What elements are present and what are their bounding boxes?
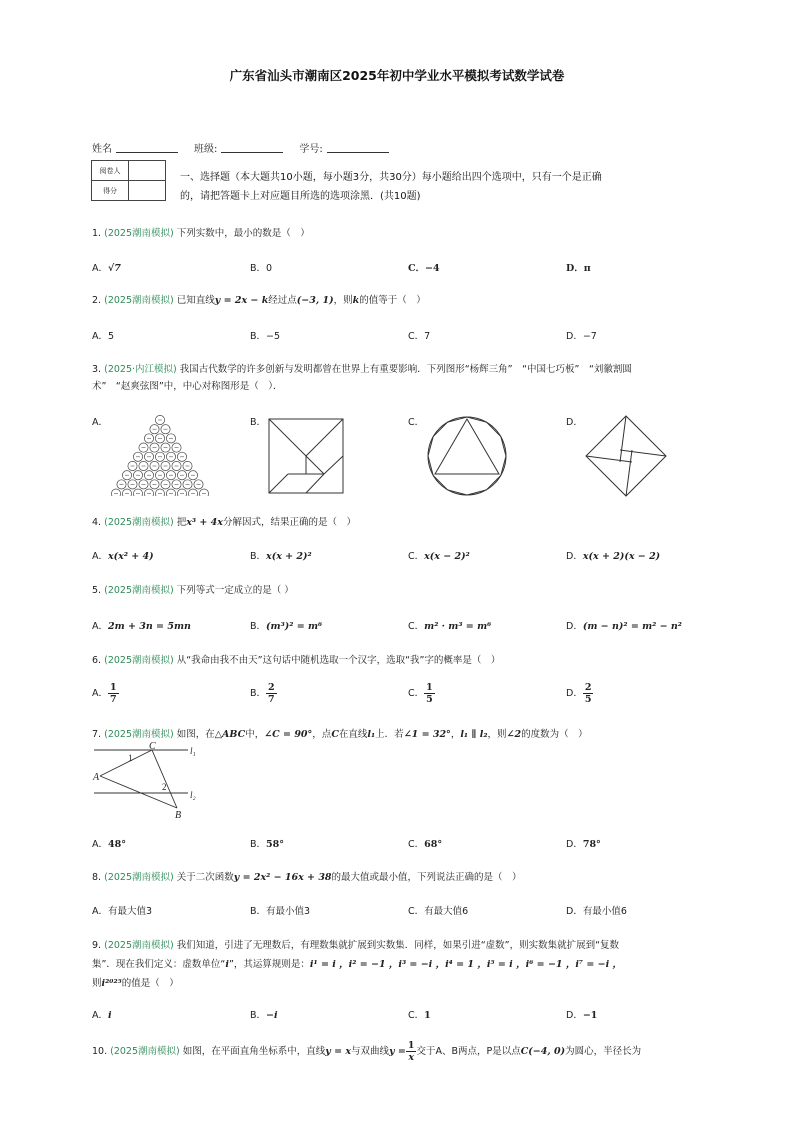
option-c[interactable]: C． — [408, 417, 425, 428]
option-c[interactable]: C．有最大值6 — [408, 906, 469, 917]
option-b[interactable]: B．58° — [250, 839, 285, 850]
option-a[interactable]: A． $\frac{1}{7}$ — [92, 682, 117, 705]
class-field[interactable] — [221, 140, 283, 153]
score-box — [91, 160, 166, 201]
option-c[interactable]: C．68° — [408, 839, 443, 850]
label-a: A — [93, 772, 100, 783]
option-c[interactable]: C．x(x − 2)² — [408, 551, 470, 562]
question-1: 1. (2025潮南模拟) 下列实数中，最小的数是（ ） — [92, 228, 310, 239]
option-d[interactable]: D．−1 — [566, 1010, 598, 1021]
option-d[interactable]: D．(m − n)² = m² − n² — [566, 621, 682, 632]
name-label: 姓名 — [92, 144, 112, 155]
page-title: 广东省汕头市潮南区2025年初中学业水平模拟考试数学试卷 — [229, 68, 565, 83]
id-label: 学号: — [299, 144, 323, 155]
question-7: 7. (2025潮南模拟) 如图，在△ABC中，∠C = 90°，点C在直线l₁上．若∠1 = 32°，l₁ ∥ l₂，则∠2的度数为（ ） — [92, 729, 588, 740]
triangle-parallel-lines-figure — [92, 740, 212, 820]
option-c[interactable]: C．m² · m³ = m⁶ — [408, 621, 492, 632]
class-label: 班级: — [194, 144, 218, 155]
yanghui-cell — [133, 489, 142, 496]
option-a[interactable]: A．√7 — [92, 263, 121, 274]
option-d[interactable]: D． — [566, 417, 583, 428]
option-c[interactable]: C． $\frac{1}{5}$ — [408, 682, 433, 705]
question-9: 9. (2025潮南模拟) 我们知道，引进了无理数后，有理数集就扩展到实数集．同样，如果引进“虚数”，则实数集就扩展到“复数 集”．现在我们定义：虚数单位“i”，其运算规则是：i¹ = i ，i² = −1 ，i³ = −i ，i⁴ = 1 ，i⁵ = i ，i⁶ = −1 ，i⁷ = −i ， 则i²⁰²⁵的值是（ ） — [92, 940, 623, 989]
yanghui-cell — [199, 489, 208, 496]
question-6: 6. (2025潮南模拟) 从“我命由我不由天”这句话中随机选取一个汉字，选取“我”字的概率是（ ） — [92, 655, 501, 666]
yanghui-cell — [166, 489, 175, 496]
option-b[interactable]: B．有最小值3 — [250, 906, 311, 917]
label-c: C — [149, 741, 156, 752]
option-b[interactable]: B．x(x + 2)² — [250, 551, 312, 562]
question-4: 4. (2025潮南模拟) 把x³ + 4x分解因式，结果正确的是（ ） — [92, 517, 356, 528]
name-field[interactable] — [116, 140, 178, 153]
question-3: 3. (2025·内江模拟) 我国古代数学的许多创新与发明都曾在世界上有重要影响．下列图形“杨辉三角” “中国七巧板” “刘徽割圆 术” “赵爽弦图”中，中心对称图形是（ ）． — [92, 364, 632, 392]
yanghui-cell — [188, 489, 197, 496]
grader-label: 阅卷人 — [92, 161, 129, 181]
option-a[interactable]: A．48° — [92, 839, 126, 850]
option-d[interactable]: D．x(x + 2)(x − 2) — [566, 551, 661, 562]
label-2: 2 — [162, 782, 167, 792]
student-info — [92, 140, 405, 155]
question-5: 5. (2025潮南模拟) 下列等式一定成立的是（ ） — [92, 585, 294, 596]
option-c[interactable]: C．7 — [408, 331, 431, 342]
liuhui-circle-figure — [425, 414, 509, 498]
option-d[interactable]: D．−7 — [566, 331, 597, 342]
option-a[interactable]: A．5 — [92, 331, 115, 342]
option-a[interactable]: A． — [92, 417, 108, 428]
yanghui-cell — [144, 489, 153, 496]
yanghui-cell — [155, 489, 164, 496]
option-d[interactable]: D．有最小值6 — [566, 906, 627, 917]
option-d[interactable]: D．π — [566, 263, 591, 274]
option-c[interactable]: C．−4 — [408, 263, 440, 274]
yanghui-cell — [111, 489, 120, 496]
label-l1: l₁ — [190, 746, 196, 756]
yanghui-cell — [122, 489, 131, 496]
option-b[interactable]: B．(m³)² = m⁶ — [250, 621, 323, 632]
tangram-figure — [268, 418, 344, 494]
option-b[interactable]: B． — [250, 417, 267, 428]
id-field[interactable] — [327, 140, 389, 153]
option-a[interactable]: A．有最大值3 — [92, 906, 153, 917]
zhaoshuang-figure — [584, 414, 668, 498]
source-tag: (2025潮南模拟) — [104, 228, 174, 239]
question-10: 10. (2025潮南模拟) 如图，在平面直角坐标系中，直线y = x与双曲线y = $\frac{1}{x}$ 交于A、B两点，P是以点C(−4, 0)为圆心，半径长为 — [92, 1040, 642, 1063]
option-b[interactable]: B． $\frac{2}{7}$ — [250, 682, 275, 705]
score-label: 得分 — [92, 181, 129, 201]
option-b[interactable]: B．−i — [250, 1010, 278, 1021]
option-a[interactable]: A．i — [92, 1010, 112, 1021]
label-l2: l₂ — [190, 790, 196, 800]
option-c[interactable]: C．1 — [408, 1010, 431, 1021]
option-d[interactable]: D． $\frac{2}{5}$ — [566, 682, 592, 705]
section-heading: 一、选择题（本大题共10小题，每小题3分，共30分）每小题给出四个选项中，只有一个是正确 的，请把答题卡上对应题目所选的选项涂黑．(共10题) — [180, 172, 602, 202]
label-b: B — [175, 810, 182, 820]
option-b[interactable]: B．0 — [250, 263, 273, 274]
question-8: 8. (2025潮南模拟) 关于二次函数y = 2x² − 16x + 38的最大值或最小值，下列说法正确的是（ ） — [92, 872, 522, 883]
yanghui-triangle-figure — [108, 414, 212, 496]
yanghui-cell — [177, 489, 186, 496]
label-1: 1 — [128, 753, 133, 763]
option-b[interactable]: B．−5 — [250, 331, 281, 342]
question-2: 2. (2025潮南模拟) 已知直线y = 2x − k经过点(−3, 1)，则k的值等于（ ） — [92, 295, 426, 306]
option-d[interactable]: D．78° — [566, 839, 601, 850]
option-a[interactable]: A．x(x² + 4) — [92, 551, 154, 562]
option-a[interactable]: A．2m + 3n = 5mn — [92, 621, 191, 632]
